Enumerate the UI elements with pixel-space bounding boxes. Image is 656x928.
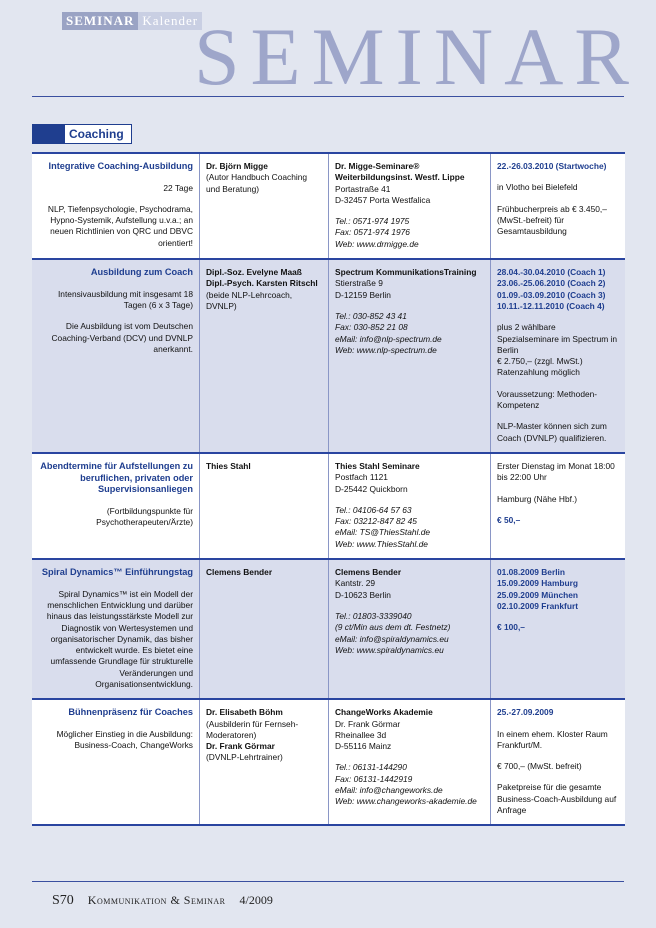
desc-line: 22 Tage	[163, 182, 193, 193]
info-line: Hamburg (Nähe Hbf.)	[497, 493, 578, 504]
price-line: € 700,– (MwSt. befreit)	[497, 761, 582, 772]
seminar-row	[32, 452, 625, 558]
section-label: Coaching	[64, 124, 132, 144]
website-link[interactable]: Web: www.changeworks-akademie.de	[335, 796, 477, 807]
section-heading	[32, 124, 132, 144]
trainer-note: (beide NLP-Lehrcoach, DVNLP)	[206, 289, 293, 311]
email-link[interactable]: eMail: info@nlp-spectrum.de	[335, 333, 442, 344]
date-price-cell	[491, 154, 625, 258]
phone: Tel.: 030-852 43 41	[335, 310, 407, 321]
magazine-name: Kommunikation & Seminar	[87, 893, 226, 907]
email-link[interactable]: eMail: info@spiraldynamics.eu	[335, 633, 449, 644]
issue-number: 4/2009	[239, 893, 273, 907]
trainer-name: Dr. Elisabeth Böhm	[206, 707, 283, 718]
address-line: D-55116 Mainz	[335, 741, 392, 752]
seminar-description	[32, 154, 200, 258]
seminar-row	[32, 258, 625, 452]
org-name: Spectrum KommunikationsTraining	[335, 267, 477, 278]
org-name: Dr. Migge-Seminare®	[335, 161, 420, 171]
date-line: 25.09.2009 München	[497, 589, 578, 600]
footer-divider	[32, 881, 624, 882]
header-divider	[32, 96, 624, 97]
fax: Fax: 0571-974 1976	[335, 227, 410, 238]
trainer-name: Dr. Björn Migge	[206, 161, 268, 171]
date-line: 28.04.-30.04.2010 (Coach 1)	[497, 267, 606, 278]
address-line: Dr. Frank Görmar	[335, 718, 401, 729]
trainer-cell	[200, 260, 329, 452]
header-kicker	[62, 12, 202, 30]
address-line: D-25442 Quickborn	[335, 483, 408, 494]
date-line: 10.11.-12.11.2010 (Coach 4)	[497, 300, 605, 311]
date-line: 01.08.2009 Berlin	[497, 567, 565, 578]
trainer-name: Dr. Frank Görmar	[206, 741, 275, 752]
seminar-row	[32, 152, 625, 258]
info-line: plus 2 wählbare Spezialseminare im Spectrum in Berlin	[497, 322, 618, 355]
fax: Fax: 030-852 21 08	[335, 322, 408, 333]
seminar-description	[32, 700, 200, 824]
org-name: Thies Stahl Seminare	[335, 460, 420, 471]
contact-cell	[329, 700, 491, 824]
phone: Tel.: 0571-974 1975	[335, 216, 410, 227]
seminar-description	[32, 560, 200, 698]
price-line: € 50,–	[497, 514, 521, 525]
seminar-title: Bühnenpräsenz für Coaches	[68, 707, 193, 718]
email-link[interactable]: eMail: TS@ThiesStahl.de	[335, 527, 431, 538]
seminar-title: Abendtermine für Aufstellungen zu beruflichen, privaten oder Supervisionsanliegen	[40, 460, 193, 495]
contact-cell	[329, 454, 491, 558]
kicker-kalender: Kalender	[138, 12, 202, 30]
price-line: Frühbucherpreis ab € 3.450,– (MwSt.-befreit) für Gesamtausbildung	[497, 203, 607, 237]
desc-line: Spiral Dynamics™ ist ein Modell der menschlichen Entwicklung und darüber hinaus das leistungsstärkste Modell zur Diagnostik von Wertesystemen und organisatorischer Dynamik, das bisher entwickelt wurde. Es bietet eine umfassende Grundlage für strukturelle Veränderungen und Organisationsentwicklung.	[46, 588, 193, 689]
phone: Tel.: 06131-144290	[335, 762, 407, 773]
contact-cell	[329, 560, 491, 698]
seminar-row	[32, 698, 625, 826]
trainer-cell	[200, 560, 329, 698]
fax: Fax: 03212-847 82 45	[335, 516, 417, 527]
seminar-title: Integrative Coaching-Ausbildung	[48, 161, 193, 171]
desc-line: Intensivausbildung mit insgesamt 18 Tagen (6 x 3 Tage)	[57, 288, 193, 310]
address-line: Stierstraße 9	[335, 278, 383, 289]
page-title: SEMINAR	[193, 11, 640, 102]
trainer-cell	[200, 700, 329, 824]
address-line: Portastraße 41	[335, 183, 391, 194]
info-line: In einem ehem. Kloster Raum Frankfurt/M.	[497, 728, 608, 750]
section-marker	[32, 124, 64, 144]
seminar-description	[32, 260, 200, 452]
date-price-cell	[491, 560, 625, 698]
date-line: 23.06.-25.06.2010 (Coach 2)	[497, 278, 606, 289]
info-line: Voraussetzung: Methoden-Kompetenz	[497, 388, 598, 411]
info-line: Paketpreise für die gesamte Business-Coach-Ausbildung auf Anfrage	[497, 782, 617, 816]
address-line: Postfach 1121	[335, 472, 388, 483]
seminar-title: Ausbildung zum Coach	[90, 267, 193, 278]
email-link[interactable]: eMail: info@changeworks.de	[335, 785, 443, 796]
address-line: D-32457 Porta Westfalica	[335, 194, 431, 205]
contact-cell	[329, 260, 491, 452]
date-price-cell	[491, 260, 625, 452]
trainer-cell	[200, 454, 329, 558]
trainer-name: Dipl.-Soz. Evelyne Maaß	[206, 267, 302, 278]
kicker-seminar: SEMINAR	[62, 12, 138, 30]
trainer-cell	[200, 154, 329, 258]
trainer-name: Dipl.-Psych. Karsten Ritschl	[206, 278, 318, 289]
address-line: Rheinallee 3d	[335, 729, 387, 740]
info-line: Erster Dienstag im Monat 18:00 bis 22:00 Uhr	[497, 460, 615, 483]
desc-line: Möglicher Einstieg in die Ausbildung: Business-Coach, ChangeWorks	[56, 728, 193, 751]
desc-line: NLP, Tiefenpsychologie, Psychodrama, Hypno-Systemik, Aufstellung u.v.a.; an neuen Richtlinien von QRC und DBVC orientiert!	[47, 203, 193, 248]
trainer-note: (Ausbilderin für Fernseh-Moderatoren)	[206, 718, 299, 740]
phone: Tel.: 04106-64 57 63	[335, 504, 412, 515]
footer	[52, 893, 273, 909]
seminar-row	[32, 558, 625, 698]
website-link[interactable]: Web: www.spiraldynamics.eu	[335, 644, 444, 655]
page-number: S70	[52, 893, 74, 908]
date-line: 22.-26.03.2010 (Startwoche)	[497, 161, 607, 171]
website-link[interactable]: Web: www.drmigge.de	[335, 238, 419, 249]
desc-line: Die Ausbildung ist vom Deutschen Coaching-Verband (DCV) und DVNLP anerkannt.	[51, 321, 193, 354]
org-name: Clemens Bender	[335, 567, 402, 578]
website-link[interactable]: Web: www.nlp-spectrum.de	[335, 344, 437, 355]
date-line: 25.-27.09.2009	[497, 707, 554, 718]
info-line: NLP-Master können sich zum Coach (DVNLP) qualifizieren.	[497, 421, 607, 443]
address-line: D-12159 Berlin	[335, 289, 391, 300]
website-link[interactable]: Web: www.ThiesStahl.de	[335, 538, 428, 549]
info-line: in Vlotho bei Bielefeld	[497, 182, 578, 193]
date-line: 15.09.2009 Hamburg	[497, 578, 579, 589]
org-name: ChangeWorks Akademie	[335, 707, 433, 718]
price-line: € 2.750,– (zzgl. MwSt.) Ratenzahlung möglich	[497, 356, 583, 378]
seminar-description	[32, 454, 200, 558]
seminar-title: Spiral Dynamics™ Einführungstag	[41, 567, 193, 578]
price-line: € 100,–	[497, 622, 525, 633]
fax: Fax: 06131-1442919	[335, 773, 413, 784]
date-price-cell	[491, 454, 625, 558]
trainer-note: (Autor Handbuch Coaching und Beratung)	[206, 172, 308, 194]
phone: Tel.: 01803-3339040	[335, 610, 412, 621]
address-line: Kantstr. 29	[335, 578, 376, 589]
date-line: 02.10.2009 Frankfurt	[497, 600, 579, 611]
trainer-name: Clemens Bender	[206, 567, 273, 578]
trainer-name: Thies Stahl	[206, 460, 251, 471]
org-name: Weiterbildungsinst. Westf. Lippe	[335, 172, 465, 183]
phone-note: (9 ct/Min aus dem dt. Festnetz)	[335, 622, 451, 633]
desc-line: (Fortbildungspunkte für Psychotherapeuten/Ärzte)	[96, 505, 193, 528]
contact-cell	[329, 154, 491, 258]
seminar-table	[32, 152, 625, 826]
date-line: 01.09.-03.09.2010 (Coach 3)	[497, 289, 606, 300]
address-line: D-10623 Berlin	[335, 589, 391, 600]
trainer-note: (DVNLP-Lehrtrainer)	[206, 752, 283, 763]
date-price-cell	[491, 700, 625, 824]
